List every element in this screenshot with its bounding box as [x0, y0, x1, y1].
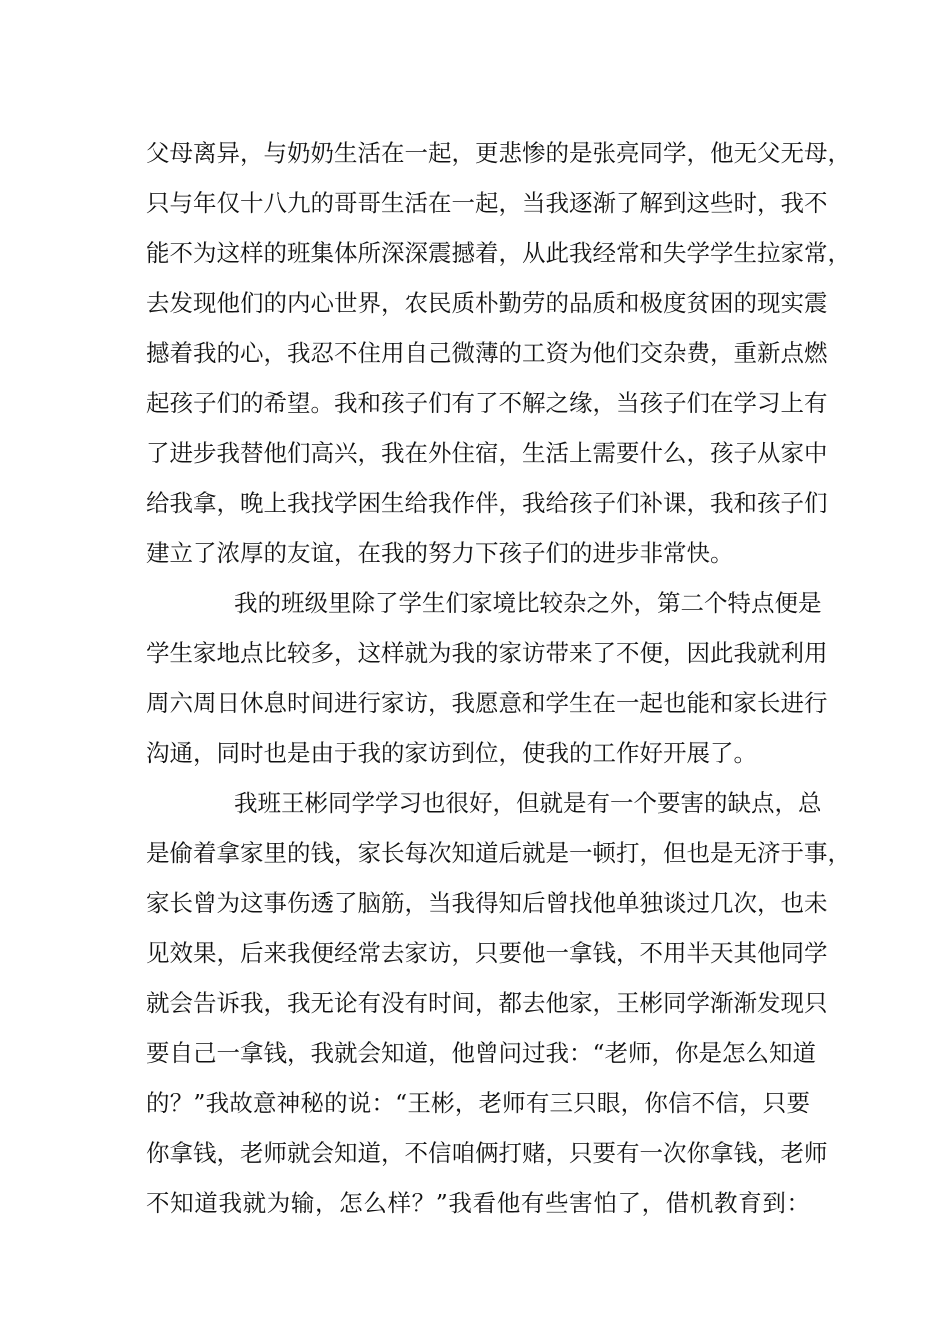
text-line: 我的班级里除了学生们家境比较杂之外，第二个特点便是	[234, 589, 822, 617]
text-line: 给我拿，晚上我找学困生给我作伴，我给孩子们补课，我和孩子们	[146, 489, 828, 517]
text-line: 要自己一拿钱，我就会知道，他曾问过我：“老师，你是怎么知道	[146, 1039, 817, 1067]
text-line: 撼着我的心，我忍不住用自己微薄的工资为他们交杂费，重新点燃	[146, 339, 828, 367]
text-line: 父母离异，与奶奶生活在一起，更悲惨的是张亮同学，他无父无母，	[146, 139, 851, 167]
text-line: 你拿钱，老师就会知道，不信咱俩打赌，只要有一次你拿钱，老师	[146, 1139, 828, 1167]
text-line: 见效果，后来我便经常去家访，只要他一拿钱，不用半天其他同学	[146, 939, 828, 967]
text-line: 周六周日休息时间进行家访，我愿意和学生在一起也能和家长进行	[146, 689, 828, 717]
text-line: 了进步我替他们高兴，我在外住宿，生活上需要什么，孩子从家中	[146, 439, 828, 467]
paragraph-3	[146, 778, 851, 1228]
text-line: 就会告诉我，我无论有没有时间，都去他家，王彬同学渐渐发现只	[146, 989, 828, 1017]
text-line: 是偷着拿家里的钱，家长每次知道后就是一顿打，但也是无济于事，	[146, 839, 851, 867]
document-body	[146, 128, 851, 1228]
text-line: 我班王彬同学学习也很好，但就是有一个要害的缺点，总	[234, 789, 822, 817]
text-line: 沟通，同时也是由于我的家访到位，使我的工作好开展了。	[146, 739, 757, 767]
text-line: 不知道我就为输，怎么样？”我看他有些害怕了，借机教育到：	[146, 1189, 810, 1217]
text-line: 建立了浓厚的友谊，在我的努力下孩子们的进步非常快。	[146, 539, 734, 567]
text-line: 起孩子们的希望。我和孩子们有了不解之缘，当孩子们在学习上有	[146, 389, 828, 417]
text-line: 的？”我故意神秘的说：“王彬，老师有三只眼，你信不信，只要	[146, 1089, 810, 1117]
text-line: 只与年仅十八九的哥哥生活在一起，当我逐渐了解到这些时，我不	[146, 189, 828, 217]
text-line: 学生家地点比较多，这样就为我的家访带来了不便，因此我就利用	[146, 639, 828, 667]
paragraph-2	[146, 578, 828, 778]
text-line: 去发现他们的内心世界，农民质朴勤劳的品质和极度贫困的现实震	[146, 289, 828, 317]
text-line: 家长曾为这事伤透了脑筋，当我得知后曾找他单独谈过几次，也未	[146, 889, 828, 917]
paragraph-1	[146, 128, 851, 578]
text-line: 能不为这样的班集体所深深震撼着，从此我经常和失学学生拉家常，	[146, 239, 851, 267]
